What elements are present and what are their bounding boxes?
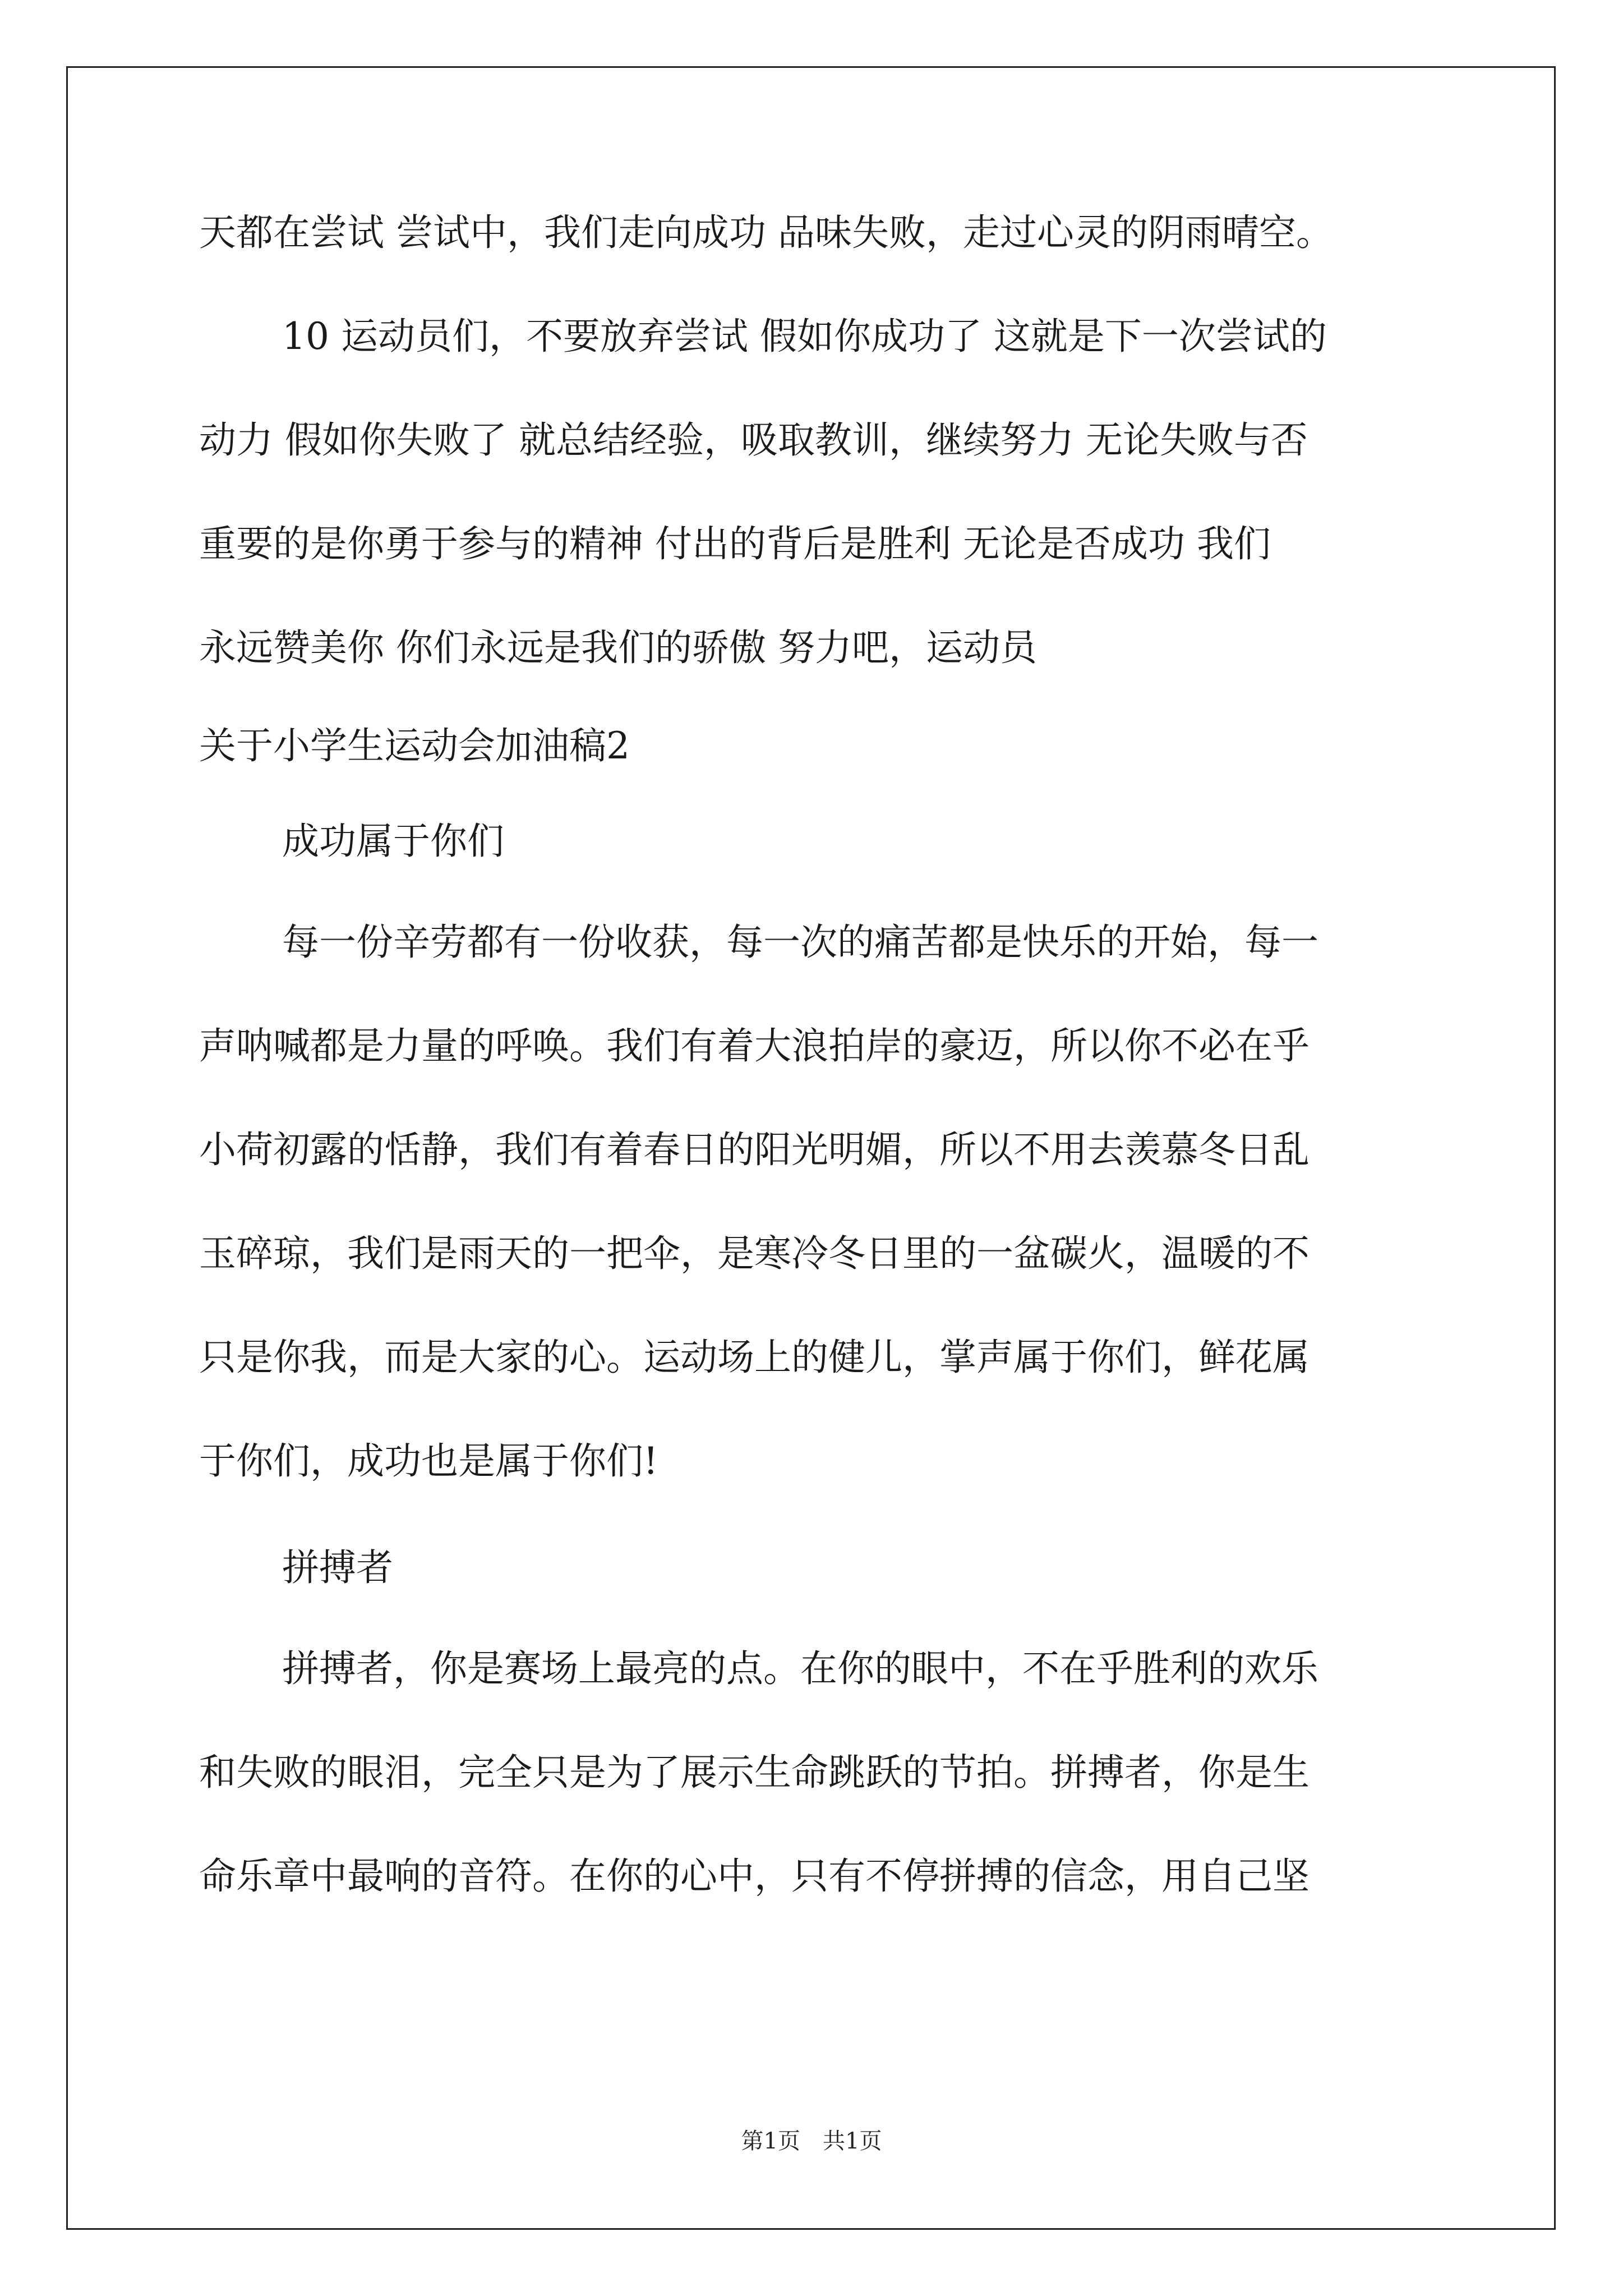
- text-line: 小荷初露的恬静，我们有着春日的阳光明媚，所以不用去羡慕冬日乱: [199, 1128, 1310, 1171]
- subheading: 拼搏者: [282, 1546, 393, 1589]
- section-heading: 关于小学生运动会加油稿2: [199, 724, 630, 767]
- text-line: 玉碎琼，我们是雨天的一把伞，是寒冷冬日里的一盆碳火，温暖的不: [199, 1232, 1310, 1275]
- text-line: 重要的是你勇于参与的精神 付出的背后是胜利 无论是否成功 我们: [199, 522, 1271, 565]
- text-line: 只是你我，而是大家的心。运动场上的健儿，掌声属于你们，鲜花属: [199, 1336, 1310, 1379]
- text-line: 命乐章中最响的音符。在你的心中，只有不停拼搏的信念，用自己坚: [199, 1855, 1310, 1898]
- text-line: 声呐喊都是力量的呼唤。我们有着大浪拍岸的豪迈，所以你不必在乎: [199, 1024, 1310, 1068]
- text-line: 和失败的眼泪，完全只是为了展示生命跳跃的节拍。拼搏者，你是生: [199, 1751, 1310, 1794]
- text-line: 永远赞美你 你们永远是我们的骄傲 努力吧，运动员: [199, 626, 1037, 669]
- text-line: 动力 假如你失败了 就总结经验，吸取教训，继续努力 无论失败与否: [199, 418, 1308, 462]
- text-line: 10 运动员们，不要放弃尝试 假如你成功了 这就是下一次尝试的: [282, 315, 1327, 358]
- page-footer: 第1页 共1页: [741, 2128, 882, 2154]
- text-line: 每一份辛劳都有一份收获，每一次的痛苦都是快乐的开始，每一: [282, 921, 1318, 964]
- text-line: 天都在尝试 尝试中，我们走向成功 品味失败，走过心灵的阴雨晴空。: [199, 211, 1333, 254]
- subheading: 成功属于你们: [282, 820, 504, 863]
- text-line: 拼搏者，你是赛场上最亮的点。在你的眼中，不在乎胜利的欢乐: [282, 1647, 1318, 1690]
- text-line: 于你们，成功也是属于你们!: [199, 1439, 658, 1483]
